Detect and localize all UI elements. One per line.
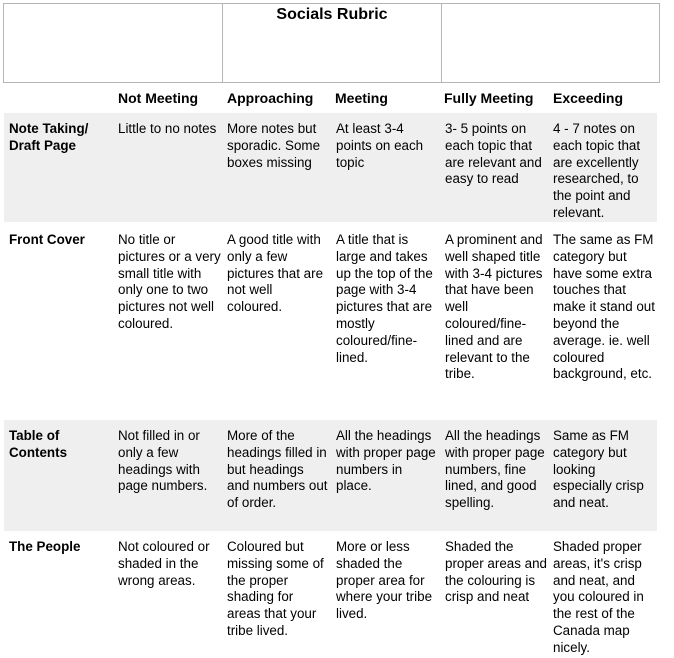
table-cell: The same as FM category but have some extra touches that make it stand out beyond the average. ie. well coloured background, etc.: [553, 232, 655, 382]
table-cell: More of the headings filled in but headings and numbers out of order.: [227, 428, 328, 511]
header-box-right: [441, 3, 660, 83]
table-cell: 3- 5 points on each topic that are relevant and easy to read: [445, 121, 542, 187]
table-cell: A prominent and well shaped title with 3-4 pictures that have been well coloured/fine-lined and are relevant to the tribe.: [445, 232, 543, 382]
column-header-meeting: Meeting: [335, 90, 388, 106]
table-cell: Coloured but missing some of the proper shading for areas that your tribe lived.: [227, 539, 324, 638]
table-cell: Shaded the proper areas and the colouring is crisp and neat: [445, 539, 547, 605]
table-cell: Not coloured or shaded in the wrong areas.: [118, 539, 210, 588]
row-label-note-taking: Note Taking/ Draft Page: [9, 121, 89, 153]
column-header-not-meeting: Not Meeting: [118, 90, 199, 106]
table-cell: 4 - 7 notes on each topic that are excellently researched, to the point and relevant.: [553, 121, 641, 220]
column-header-exceeding: Exceeding: [553, 90, 624, 106]
table-cell: A title that is large and takes up the top of the page with 3-4 pictures that are mostly coloured/fine-lined.: [336, 232, 433, 365]
row-label-table-of-contents: Table of Contents: [9, 428, 68, 460]
row-label-the-people: The People: [9, 539, 81, 554]
column-header-fully-meeting: Fully Meeting: [444, 90, 534, 106]
table-cell: More notes but sporadic. Some boxes missing: [227, 121, 321, 170]
column-header-approaching: Approaching: [227, 90, 314, 106]
table-cell: Little to no notes: [118, 121, 217, 136]
header-box-left: [3, 3, 223, 83]
table-cell: Shaded proper areas, it's crisp and neat, and you coloured in the rest of the Canada map nicely.: [553, 539, 644, 655]
table-cell: A good title with only a few pictures that are not well coloured.: [227, 232, 324, 315]
table-cell: Not filled in or only a few headings with page numbers.: [118, 428, 208, 494]
row-label-front-cover: Front Cover: [9, 232, 85, 247]
table-cell: Same as FM category but looking especially crisp and neat.: [553, 428, 644, 511]
document-title: Socials Rubric: [276, 6, 388, 23]
table-cell: More or less shaded the proper area for where your tribe lived.: [336, 539, 433, 622]
table-cell: At least 3-4 points on each topic: [336, 121, 424, 170]
table-cell: No title or pictures or a very small title with only one to two pictures not well coloured.: [118, 232, 221, 331]
table-cell: All the headings with proper page numbers, fine lined, and good spelling.: [445, 428, 545, 511]
table-cell: All the headings with proper page numbers in place.: [336, 428, 436, 494]
